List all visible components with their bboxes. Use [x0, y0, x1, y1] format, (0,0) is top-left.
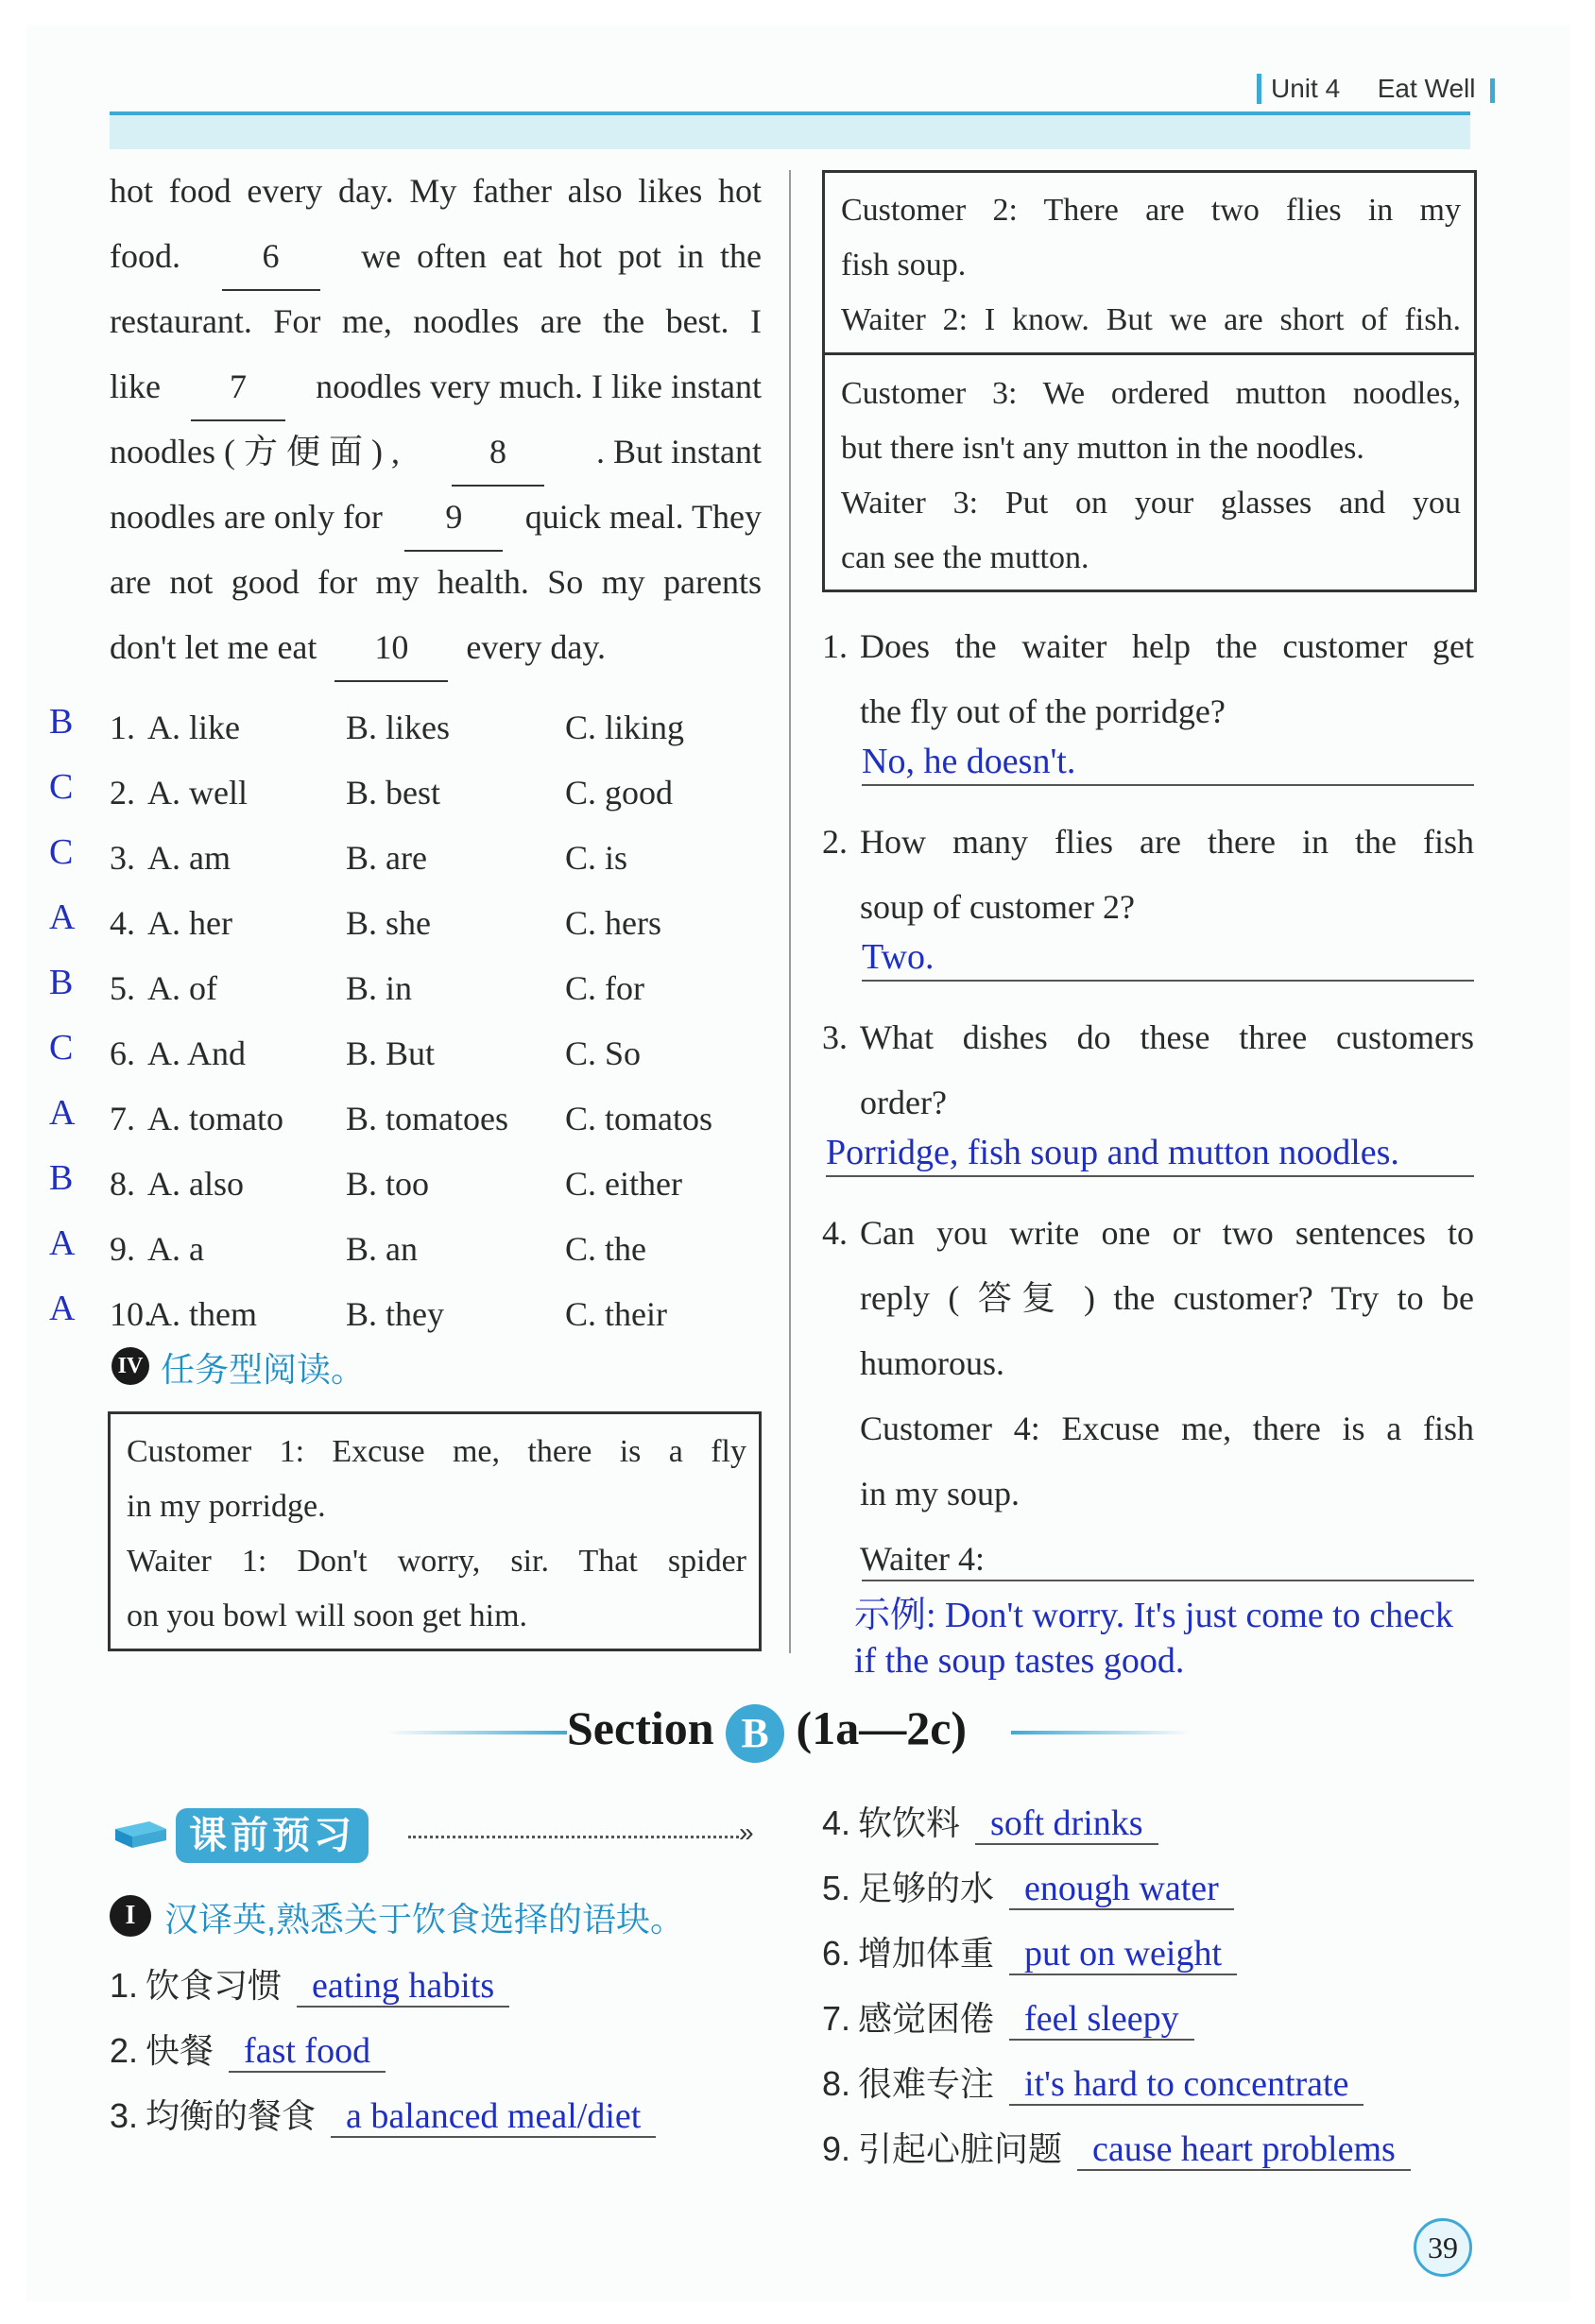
vocab-number: 6.: [822, 1934, 851, 1973]
vocab-number: 7.: [822, 1999, 851, 2038]
right-question-number: 3.: [822, 1018, 848, 1056]
option-c: C. their: [565, 1295, 667, 1333]
vocab-chinese: 很难专注: [858, 2064, 995, 2103]
preview-banner-label: 课前预习: [189, 1815, 355, 1856]
vocab-chinese: 饮食习惯: [146, 1966, 283, 2005]
answer-letter: C: [49, 1028, 74, 1068]
passage-text: don't let me eat: [110, 628, 317, 666]
section-letter: B: [726, 1704, 784, 1763]
right-question-line: soup of customer 2?: [860, 888, 1135, 926]
vocab-english: eating habits: [297, 1966, 509, 2008]
question-row: [110, 1021, 246, 1086]
option-a: A. her: [147, 904, 232, 942]
option-a: A. of: [147, 969, 217, 1007]
option-b: B. in: [346, 969, 413, 1007]
option-b: B. likes: [346, 709, 451, 746]
vocab-chinese: 感觉困倦: [858, 1999, 995, 2038]
option-c: C. good: [565, 774, 674, 812]
passage-line-3: [110, 289, 762, 354]
dialogue-line: in my porridge.: [127, 1489, 326, 1524]
preview-banner: [176, 1808, 369, 1863]
vocab-chinese: 足够的水: [858, 1869, 995, 1907]
dialogue-line: Waiter 1: Don't worry, sir. That spider: [127, 1544, 746, 1579]
vocab-number: 1.: [110, 1966, 139, 2005]
vocab-chinese: 均衡的餐食: [146, 2096, 317, 2135]
header-unit: [1257, 74, 1495, 104]
vocab-item: [822, 1991, 1194, 2047]
option-b: B. too: [346, 1165, 430, 1203]
vocab-number: 9.: [822, 2129, 851, 2168]
header-band: [110, 111, 1470, 149]
question-number: 5.: [110, 969, 135, 1007]
question-number: 8.: [110, 1165, 135, 1203]
preview-badge-label: I: [125, 1901, 136, 1930]
page-number-label: 39: [1428, 2230, 1458, 2264]
passage-line-4: [110, 354, 762, 421]
question-row: [110, 695, 240, 760]
dialogue-line: on you bowl will soon get him.: [127, 1598, 528, 1633]
question-number: 2.: [110, 774, 135, 812]
blank-7: 7: [191, 354, 285, 421]
vocab-chinese: 引起心脏问题: [858, 2129, 1063, 2168]
question-number: 4.: [110, 904, 135, 942]
answer-letter: B: [49, 963, 74, 1002]
task-badge-label: IV: [117, 1354, 144, 1378]
task-badge: [111, 1347, 149, 1385]
option-c: C. hers: [565, 904, 661, 942]
right-question-line: How many flies are there in the fish: [860, 823, 1474, 861]
option-b: B. she: [346, 904, 431, 942]
option-c: C. liking: [565, 709, 685, 746]
vocab-english: fast food: [229, 2031, 386, 2073]
section-line-right: [1011, 1731, 1191, 1734]
right-question-line: What dishes do these three customers: [860, 1018, 1474, 1056]
dialogue-line: Waiter 3: Put on your glasses and you: [841, 486, 1461, 521]
vocab-item: [110, 1957, 509, 2014]
dialogue-box-3-text: [841, 367, 1461, 586]
vocab-english: enough water: [1009, 1869, 1234, 1910]
question-row: [110, 1282, 257, 1347]
section-heading: [567, 1700, 967, 1763]
vocab-english: a balanced meal/diet: [331, 2096, 656, 2138]
task-title: 任务型阅读。: [161, 1350, 366, 1389]
question-row: [110, 826, 231, 891]
vocab-item: [822, 2056, 1363, 2112]
dialogue-box-1-text: [127, 1425, 746, 1644]
passage-text: noodles are only for: [110, 498, 383, 536]
option-c: C. So: [565, 1034, 642, 1072]
option-c: C. for: [565, 969, 644, 1007]
section-range: (1a—2c): [796, 1701, 968, 1754]
vocab-number: 3.: [110, 2096, 139, 2135]
passage-text: quick meal. They: [524, 498, 762, 536]
passage-text: noodles very much. I like instant: [316, 367, 762, 405]
right-question-line: Customer 4: Excuse me, there is a fish: [860, 1410, 1474, 1447]
answer-underline: [862, 784, 1474, 786]
answer-letter: A: [49, 1223, 76, 1263]
question-row: [110, 956, 217, 1021]
section-label: Section: [567, 1701, 714, 1754]
passage-text: food.: [110, 237, 180, 275]
preview-instruction: 汉译英,熟悉关于饮食选择的语块。: [164, 1900, 685, 1939]
blank-9: 9: [404, 485, 503, 552]
column-divider: [789, 170, 791, 1653]
chevron-right-icon: »: [739, 1818, 754, 1847]
vocab-chinese: 增加体重: [858, 1934, 995, 1973]
right-question-line: order?: [860, 1084, 947, 1121]
option-c: C. the: [565, 1230, 646, 1268]
question-number: 10.: [110, 1295, 152, 1333]
option-a: A. a: [147, 1230, 204, 1268]
answer-text: if the soup tastes good.: [854, 1641, 1185, 1681]
answer-letter: C: [49, 832, 74, 872]
page-number: [1414, 2218, 1472, 2277]
answer-letter: C: [49, 767, 74, 807]
answer-underline: [862, 980, 1474, 982]
dialogue-line: Customer 1: Excuse me, there is a fly: [127, 1434, 746, 1469]
passage-text: . But instant: [595, 433, 762, 470]
right-question-number: 2.: [822, 823, 848, 861]
vocab-chinese: 软饮料: [858, 1803, 961, 1842]
blank-10: 10: [334, 615, 448, 682]
dialogue-line: Waiter 2: I know. But we are short of fish.: [841, 302, 1461, 337]
option-b: B. an: [346, 1230, 418, 1268]
option-c: C. either: [565, 1165, 682, 1203]
answer-letter: A: [49, 897, 76, 937]
section-line-left: [387, 1731, 567, 1734]
dialogue-line: Customer 3: We ordered mutton noodles,: [841, 376, 1461, 411]
dialogue-line: fish soup.: [841, 248, 967, 282]
answer-text: Two.: [862, 937, 935, 977]
right-question-line: in my soup.: [860, 1475, 1020, 1512]
option-a: A. am: [147, 839, 231, 877]
question-number: 3.: [110, 839, 135, 877]
vocab-item: [822, 1925, 1237, 1982]
answer-underline: [826, 1175, 1474, 1177]
passage-text: restaurant. For me, noodles are the best. I: [110, 302, 762, 340]
right-question-line: the fly out of the porridge?: [860, 692, 1226, 730]
option-a: A. tomato: [147, 1100, 283, 1137]
option-c: C. tomatos: [565, 1100, 713, 1137]
answer-underline: [862, 1580, 1474, 1581]
vocab-item: [822, 2121, 1411, 2178]
passage-line-6: [110, 485, 762, 552]
option-a: A. well: [147, 774, 248, 812]
question-number: 7.: [110, 1100, 135, 1137]
answer-letter: B: [49, 702, 74, 742]
question-row: [110, 760, 248, 826]
passage-text: we often eat hot pot in the: [361, 237, 762, 275]
passage-line-2: [110, 224, 762, 291]
question-number: 6.: [110, 1034, 135, 1072]
vocab-english: it's hard to concentrate: [1009, 2064, 1363, 2106]
preview-badge: [110, 1895, 151, 1937]
passage-line-1: [110, 159, 762, 224]
option-b: B. best: [346, 774, 441, 812]
blank-8: 8: [452, 419, 544, 487]
question-row: [110, 1217, 204, 1282]
dialogue-line: but there isn't any mutton in the noodles.: [841, 431, 1364, 466]
option-b: B. But: [346, 1034, 436, 1072]
answer-letter: A: [49, 1289, 76, 1328]
vocab-item: [822, 1795, 1158, 1852]
vocab-item: [110, 2088, 656, 2145]
answer-text: Porridge, fish soup and mutton noodles.: [826, 1133, 1399, 1172]
option-b: B. they: [346, 1295, 444, 1333]
question-row: [110, 1086, 283, 1152]
vocab-number: 2.: [110, 2031, 139, 2070]
book-stack-icon: [111, 1816, 170, 1850]
option-b: B. tomatoes: [346, 1100, 508, 1137]
dialogue-box-2-text: [841, 183, 1461, 348]
question-row: [110, 891, 232, 956]
right-question-line: reply ( 答复 ) the customer? Try to be: [860, 1279, 1474, 1317]
right-question-line: Does the waiter help the customer get: [860, 627, 1474, 665]
vocab-number: 8.: [822, 2064, 851, 2103]
vocab-number: 4.: [822, 1803, 851, 1842]
passage-text: every day.: [466, 628, 607, 666]
vocab-chinese: 快餐: [146, 2031, 214, 2070]
right-question-line: humorous.: [860, 1344, 1004, 1382]
vocab-english: cause heart problems: [1077, 2129, 1411, 2171]
vocab-item: [110, 2023, 386, 2079]
answer-letter: A: [49, 1093, 76, 1133]
right-question-number: 4.: [822, 1214, 848, 1252]
vocab-number: 5.: [822, 1869, 851, 1907]
question-row: [110, 1152, 244, 1217]
header-unit-label: Unit 4: [1271, 74, 1341, 103]
vocab-english: put on weight: [1009, 1934, 1237, 1975]
passage-text: noodles ( 方 便 面 ) ,: [110, 433, 400, 470]
right-question-line: Waiter 4:: [860, 1540, 986, 1578]
vocab-item: [822, 1860, 1234, 1917]
answer-text: 示例: Don't worry. It's just come to check: [854, 1596, 1453, 1635]
vocab-english: soft drinks: [975, 1803, 1158, 1845]
passage-text: like: [110, 367, 161, 405]
passage-line-8: [110, 615, 606, 682]
right-question-number: 1.: [822, 627, 848, 665]
option-a: A. them: [147, 1295, 257, 1333]
passage-text: hot food every day. My father also likes hot: [110, 172, 762, 210]
header-title: Eat Well: [1377, 74, 1476, 103]
passage-text: are not good for my health. So my parents: [110, 563, 762, 601]
dialogue-line: can see the mutton.: [841, 540, 1089, 575]
preview-dotted-line: [408, 1836, 739, 1838]
option-a: A. like: [147, 709, 240, 746]
option-a: A. And: [147, 1034, 247, 1072]
answer-letter: B: [49, 1158, 74, 1198]
option-c: C. is: [565, 839, 628, 877]
answer-text: No, he doesn't.: [862, 742, 1076, 781]
blank-6: 6: [222, 224, 320, 291]
right-question-line: Can you write one or two sentences to: [860, 1214, 1474, 1252]
dialogue-line: Customer 2: There are two flies in my: [841, 193, 1461, 228]
passage-line-7: [110, 550, 762, 615]
passage-line-5: [110, 419, 762, 487]
question-number: 9.: [110, 1230, 135, 1268]
option-a: A. also: [147, 1165, 244, 1203]
question-number: 1.: [110, 709, 135, 746]
vocab-english: feel sleepy: [1009, 1999, 1194, 2041]
option-b: B. are: [346, 839, 427, 877]
